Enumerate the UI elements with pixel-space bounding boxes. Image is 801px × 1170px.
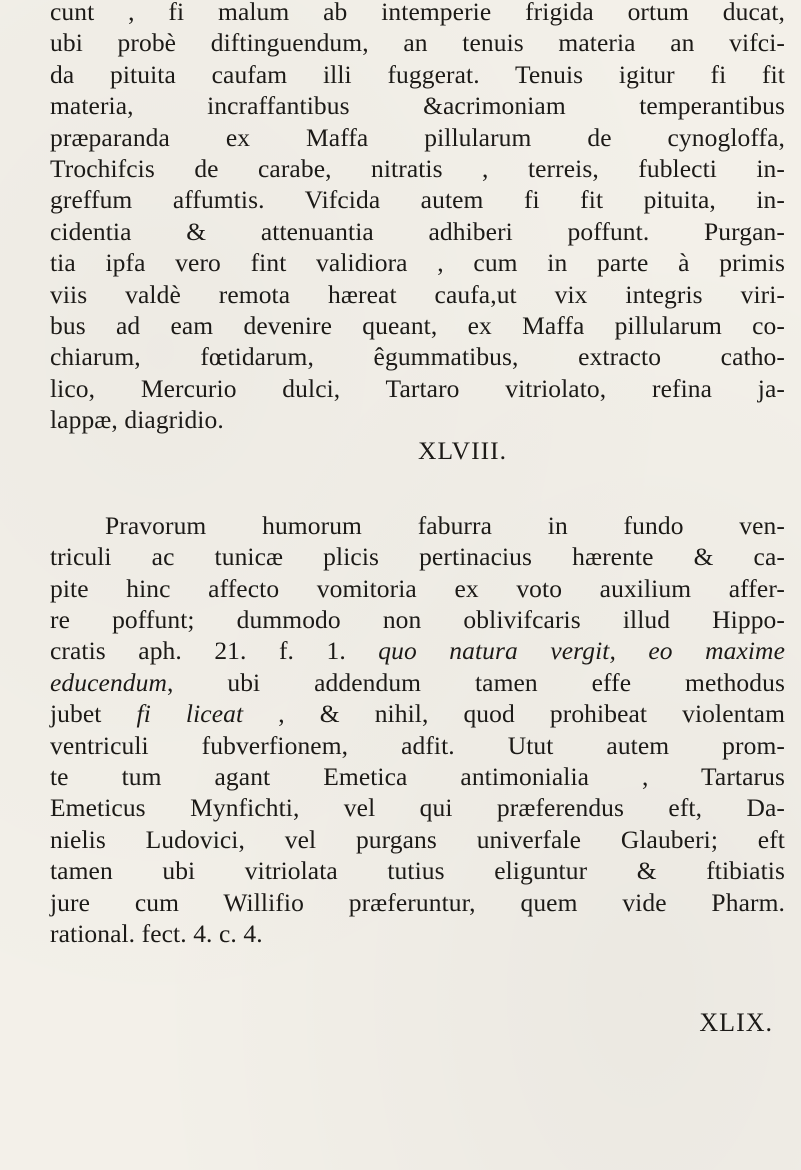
text-line: cunt , fi malum ab intemperie frigida ortum ducat, bbox=[50, 0, 785, 26]
italic-quote: quo natura vergit, eo maxime bbox=[378, 636, 785, 666]
text-line: da pituita caufam illi fuggerat. Tenuis igitur fi fit bbox=[50, 59, 785, 89]
text-line: bus ad eam devenire queant, ex Maffa pillularum co- bbox=[50, 310, 785, 340]
text-run: jubet bbox=[50, 699, 137, 729]
text-line: re poffunt; dummodo non oblivifcaris illud Hippo- bbox=[50, 605, 785, 635]
text-line: nielis Ludovici, vel purgans univerfale Glauberi; eft bbox=[50, 824, 785, 854]
text-line: tia ipfa vero fint validiora , cum in parte à primis bbox=[50, 248, 785, 278]
text-line: pite hinc affecto vomitoria ex voto auxilium affer- bbox=[50, 573, 785, 603]
text-line: jure cum Willifio præferuntur, quem vide Pharm. bbox=[50, 887, 785, 917]
text-run: , & nihil, quod prohibeat violentam bbox=[243, 699, 786, 729]
text-line: lappæ, diagridio. bbox=[50, 405, 224, 435]
text-run: cratis aph. 21. f. 1. bbox=[50, 636, 379, 666]
text-line bbox=[50, 635, 785, 666]
text-line: ubi probè diftinguendum, an tenuis materia an vifci- bbox=[50, 28, 785, 58]
text-line: tamen ubi vitriolata tutius eliguntur & ftibiatis bbox=[50, 856, 785, 886]
text-line: chiarum, fœtidarum, êgummatibus, extracto catho- bbox=[50, 342, 785, 372]
text-run: , ubi addendum tamen effe methodus bbox=[167, 667, 785, 697]
text-line: Trochifcis de carabe, nitratis , terreis, fublecti in- bbox=[50, 153, 785, 183]
text-line: Pravorum humorum faburra in fundo ven- bbox=[105, 510, 785, 540]
italic-quote: fi liceat bbox=[136, 699, 244, 729]
text-line: te tum agant Emetica antimonialia , Tartarus bbox=[50, 761, 785, 791]
section-heading-xlix: XLIX. bbox=[699, 1008, 773, 1038]
spacer bbox=[50, 467, 785, 510]
text-line bbox=[50, 667, 785, 698]
text-line: cidentia & attenuantia adhiberi poffunt. Purgan- bbox=[50, 216, 785, 246]
text-line: materia, incraffantibus &acrimoniam temperantibus bbox=[50, 91, 785, 121]
page-text bbox=[50, 0, 785, 1039]
text-line: Emeticus Mynfichti, vel qui præferendus eft, Da- bbox=[50, 793, 785, 823]
text-line bbox=[50, 698, 785, 729]
italic-quote: educendum bbox=[50, 667, 168, 697]
text-line: greffum affumtis. Vifcida autem fi fit pituita, in- bbox=[50, 185, 785, 215]
section-heading-xlviii: XLVIII. bbox=[418, 436, 507, 466]
text-line: præparanda ex Maffa pillularum de cynogloffa, bbox=[50, 122, 785, 152]
text-line: triculi ac tunicæ plicis pertinacius hærente & ca- bbox=[50, 542, 785, 572]
text-line: lico, Mercurio dulci, Tartaro vitriolato, refina ja- bbox=[50, 373, 785, 403]
spacer bbox=[50, 949, 785, 1007]
text-line: viis valdè remota hæreat caufa,ut vix integris viri- bbox=[50, 279, 785, 309]
text-line: rational. fect. 4. c. 4. bbox=[50, 918, 263, 948]
text-line: ventriculi fubverfionem, adfit. Utut autem prom- bbox=[50, 730, 785, 760]
